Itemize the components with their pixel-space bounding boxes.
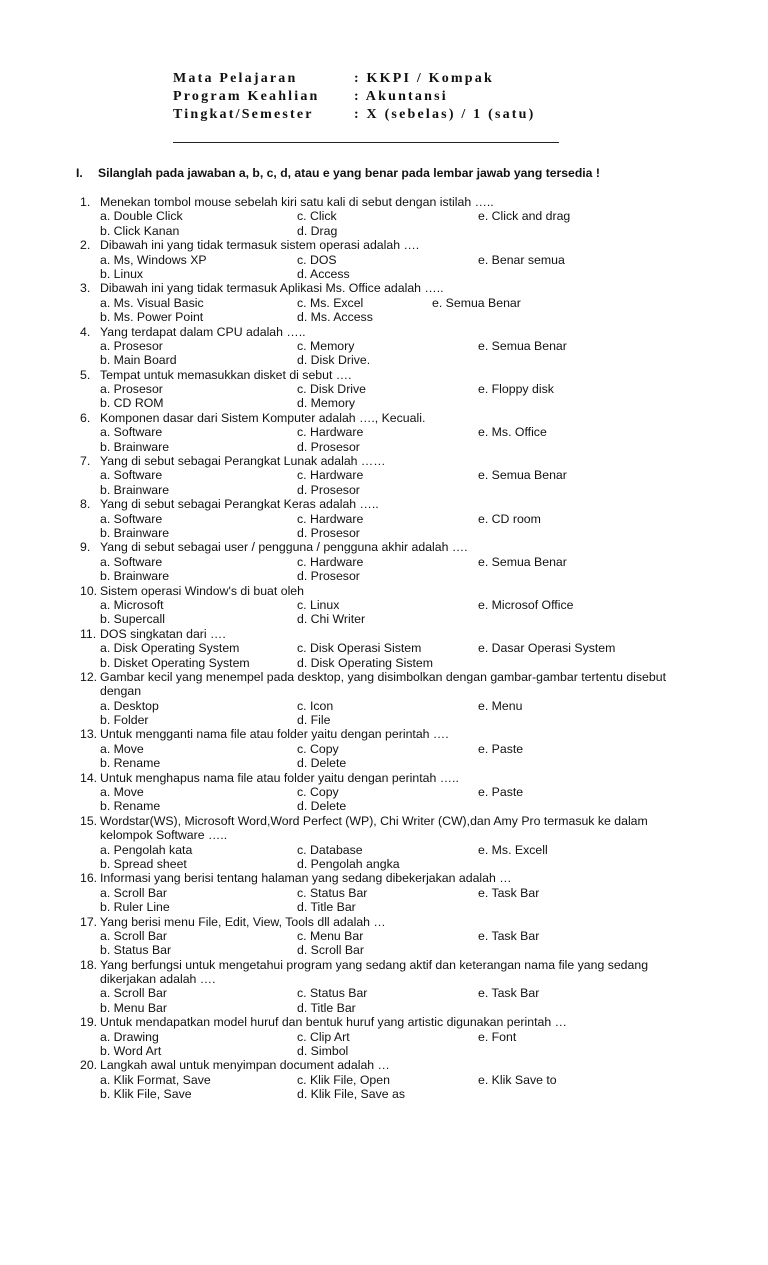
option-row [0, 339, 768, 353]
question-item [0, 627, 768, 670]
question-number: 1. [80, 195, 91, 209]
header-label: Mata Pelajaran [173, 71, 298, 86]
option-d: d. Delete [297, 756, 347, 771]
option-row [0, 742, 768, 756]
option-b: b. Word Art [100, 1044, 162, 1059]
question-number: 18. [80, 957, 98, 972]
option-c: c. DOS [297, 252, 337, 267]
question-line [0, 684, 768, 698]
question-item [0, 771, 768, 814]
option-a: a. Software [100, 468, 163, 483]
question-line [0, 281, 768, 295]
option-e: e. Menu [478, 698, 523, 713]
option-e: e. Ms. Office [478, 425, 547, 440]
option-b: b. Click Kanan [100, 223, 180, 238]
option-c: c. Copy [297, 785, 339, 800]
question-text: Langkah awal untuk menyimpan document adalah … [100, 1058, 390, 1073]
question-item [0, 411, 768, 454]
option-a: a. Scroll Bar [100, 928, 167, 943]
option-row [0, 1087, 768, 1101]
question-text: Yang di sebut sebagai Perangkat Lunak adalah …… [100, 454, 386, 469]
header-label: Tingkat/Semester [173, 107, 314, 122]
option-e: e. Semua Benar [478, 338, 567, 353]
option-a: a. Scroll Bar [100, 885, 167, 900]
option-d: d. Title Bar [297, 900, 356, 915]
question-line [0, 1015, 768, 1029]
option-e: e. Paste [478, 785, 524, 800]
option-e: e. Semua Benar [478, 468, 567, 483]
header-label: Program Keahlian [173, 89, 320, 104]
question-item [0, 497, 768, 540]
option-d: d. Title Bar [297, 1000, 356, 1015]
option-b: b. Linux [100, 266, 144, 281]
option-a: a. Desktop [100, 698, 159, 713]
option-c: c. Menu Bar [297, 928, 364, 943]
option-row [0, 799, 768, 813]
question-number: 11. [80, 626, 97, 641]
question-text: Yang berisi menu File, Edit, View, Tools dll adalah … [100, 914, 386, 929]
option-c: c. Status Bar [297, 986, 368, 1001]
question-number: 12. [80, 669, 98, 684]
option-c: c. Hardware [297, 554, 364, 569]
option-b: b. Brainware [100, 482, 170, 497]
option-c: c. Clip Art [297, 1029, 350, 1044]
question-item [0, 1015, 768, 1058]
option-d: d. Delete [297, 799, 347, 814]
question-item [0, 1058, 768, 1101]
question-line [0, 238, 768, 252]
option-b: b. Folder [100, 713, 149, 728]
option-row [0, 512, 768, 526]
option-row [0, 713, 768, 727]
option-row [0, 224, 768, 238]
question-item [0, 238, 768, 281]
option-a: a. Klik Format, Save [100, 1072, 211, 1087]
question-line [0, 814, 768, 828]
option-e: e. Benar semua [478, 252, 565, 267]
option-a: a. Double Click [100, 209, 183, 224]
option-b: b. Rename [100, 799, 161, 814]
question-line [0, 325, 768, 339]
option-b: b. Spread sheet [100, 856, 187, 871]
option-e: e. Semua Benar [432, 295, 521, 310]
question-line [0, 871, 768, 885]
option-c: c. Click [297, 209, 337, 224]
question-line [0, 454, 768, 468]
option-e: e. Floppy disk [478, 382, 554, 397]
option-b: b. Supercall [100, 612, 165, 627]
option-c: c. Copy [297, 741, 339, 756]
question-text: Yang terdapat dalam CPU adalah ….. [100, 324, 306, 339]
option-row [0, 555, 768, 569]
option-row [0, 569, 768, 583]
header-value: : X (sebelas) / 1 (satu) [354, 107, 536, 122]
option-e: e. Font [478, 1029, 517, 1044]
option-row [0, 253, 768, 267]
question-number: 14. [80, 770, 98, 785]
question-line [0, 670, 768, 684]
option-c: c. Ms. Excel [297, 295, 364, 310]
option-row [0, 425, 768, 439]
option-row [0, 1044, 768, 1058]
question-text: Sistem operasi Window's di buat oleh [100, 583, 304, 598]
question-item [0, 871, 768, 914]
option-row [0, 785, 768, 799]
option-row [0, 296, 768, 310]
question-text: dikerjakan adalah …. [100, 972, 216, 987]
option-d: d. Access [297, 266, 350, 281]
option-d: d. Disk Operating Sistem [297, 655, 433, 670]
option-c: c. Disk Operasi Sistem [297, 641, 422, 656]
question-item [0, 958, 768, 1016]
option-row [0, 267, 768, 281]
question-line [0, 368, 768, 382]
option-row [0, 929, 768, 943]
header-divider [173, 142, 559, 143]
question-text: Komponen dasar dari Sistem Komputer adalah …., Kecuali. [100, 410, 426, 425]
option-row [0, 396, 768, 410]
option-d: d. Drag [297, 223, 338, 238]
option-row [0, 382, 768, 396]
question-text: Yang berfungsi untuk mengetahui program yang sedang aktif dan keterangan nama file yang sedang [100, 957, 649, 972]
option-row [0, 986, 768, 1000]
question-line [0, 411, 768, 425]
question-text: Dibawah ini yang tidak termasuk Aplikasi Ms. Office adalah ….. [100, 281, 444, 296]
option-e: e. Paste [478, 741, 524, 756]
question-item [0, 325, 768, 368]
option-a: a. Microsoft [100, 597, 164, 612]
option-row [0, 612, 768, 626]
option-e: e. Task Bar [478, 928, 540, 943]
option-row [0, 943, 768, 957]
option-d: d. Chi Writer [297, 612, 366, 627]
option-c: c. Hardware [297, 425, 364, 440]
question-number: 8. [80, 497, 91, 512]
option-row [0, 209, 768, 223]
option-b: b. Main Board [100, 353, 177, 368]
option-row [0, 1073, 768, 1087]
question-line [0, 1058, 768, 1072]
option-e: e. Microsof Office [478, 597, 574, 612]
question-line [0, 972, 768, 986]
option-a: a. Ms. Visual Basic [100, 295, 204, 310]
option-row [0, 440, 768, 454]
option-b: b. Rename [100, 756, 161, 771]
option-row [0, 641, 768, 655]
question-number: 3. [80, 281, 91, 296]
question-number: 15. [80, 813, 98, 828]
option-d: d. Pengolah angka [297, 856, 400, 871]
option-row [0, 900, 768, 914]
question-line [0, 828, 768, 842]
question-line [0, 195, 768, 209]
question-item [0, 540, 768, 583]
option-c: c. Hardware [297, 511, 364, 526]
option-d: d. Prosesor [297, 525, 360, 540]
question-item [0, 368, 768, 411]
question-number: 13. [80, 727, 98, 742]
question-number: 20. [80, 1058, 98, 1073]
option-b: b. Ruler Line [100, 900, 170, 915]
option-d: d. Klik File, Save as [297, 1087, 405, 1102]
question-item [0, 195, 768, 238]
option-d: d. Scroll Bar [297, 943, 364, 958]
question-number: 4. [80, 324, 91, 339]
option-row [0, 656, 768, 670]
option-a: a. Software [100, 425, 163, 440]
option-d: d. Disk Drive. [297, 353, 371, 368]
option-row [0, 1030, 768, 1044]
question-number: 5. [80, 367, 91, 382]
option-e: e. Semua Benar [478, 554, 567, 569]
option-b: b. Menu Bar [100, 1000, 167, 1015]
option-a: a. Pengolah kata [100, 842, 193, 857]
option-a: a. Move [100, 785, 144, 800]
question-text: Untuk mendapatkan model huruf dan bentuk huruf yang artistic digunakan perintah … [100, 1015, 567, 1030]
question-text: Yang di sebut sebagai user / pengguna / pengguna akhir adalah …. [100, 540, 468, 555]
option-e: e. CD room [478, 511, 541, 526]
header-value: : KKPI / Kompak [354, 71, 494, 86]
question-line [0, 915, 768, 929]
option-row [0, 886, 768, 900]
option-d: d. Simbol [297, 1044, 349, 1059]
question-text: Wordstar(WS), Microsoft Word,Word Perfect (WP), Chi Writer (CW),dan Amy Pro termasuk ke dalam [100, 813, 648, 828]
question-line [0, 627, 768, 641]
option-row [0, 1001, 768, 1015]
question-number: 16. [80, 871, 98, 886]
question-line [0, 958, 768, 972]
option-a: a. Disk Operating System [100, 641, 240, 656]
option-b: b. Ms. Power Point [100, 310, 204, 325]
option-d: d. Prosesor [297, 569, 360, 584]
option-e: e. Dasar Operasi System [478, 641, 616, 656]
option-b: b. Brainware [100, 525, 170, 540]
option-b: b. Status Bar [100, 943, 172, 958]
question-text: Tempat untuk memasukkan disket di sebut …. [100, 367, 352, 382]
option-c: c. Linux [297, 597, 340, 612]
option-row [0, 468, 768, 482]
option-row [0, 526, 768, 540]
option-row [0, 310, 768, 324]
option-d: d. File [297, 713, 331, 728]
question-line [0, 497, 768, 511]
option-c: c. Database [297, 842, 363, 857]
question-line [0, 540, 768, 554]
option-a: a. Ms, Windows XP [100, 252, 207, 267]
section-number: I. [76, 166, 83, 180]
question-text: Gambar kecil yang menempel pada desktop, yang disimbolkan dengan gambar-gambar tertentu disebut [100, 669, 666, 684]
question-item [0, 727, 768, 770]
option-row [0, 598, 768, 612]
question-text: kelompok Software ….. [100, 828, 228, 843]
question-text: Yang di sebut sebagai Perangkat Keras adalah ….. [100, 497, 379, 512]
option-a: a. Prosesor [100, 382, 163, 397]
option-a: a. Scroll Bar [100, 986, 167, 1001]
option-d: d. Ms. Access [297, 310, 373, 325]
question-text: DOS singkatan dari …. [100, 626, 226, 641]
question-line [0, 727, 768, 741]
question-number: 17. [80, 914, 98, 929]
option-d: d. Memory [297, 396, 356, 411]
question-number: 19. [80, 1015, 98, 1030]
question-text: Untuk menghapus nama file atau folder yaitu dengan perintah ….. [100, 770, 459, 785]
question-text: dengan [100, 684, 142, 699]
option-row [0, 353, 768, 367]
question-item [0, 584, 768, 627]
question-number: 7. [80, 454, 91, 469]
question-number: 10. [80, 583, 98, 598]
option-e: e. Task Bar [478, 986, 540, 1001]
option-b: b. Brainware [100, 439, 170, 454]
option-a: a. Software [100, 554, 163, 569]
option-b: b. CD ROM [100, 396, 164, 411]
option-e: e. Ms. Excell [478, 842, 548, 857]
option-c: c. Hardware [297, 468, 364, 483]
option-b: b. Brainware [100, 569, 170, 584]
option-a: a. Drawing [100, 1029, 159, 1044]
option-row [0, 483, 768, 497]
option-a: a. Software [100, 511, 163, 526]
option-b: b. Klik File, Save [100, 1087, 192, 1102]
option-c: c. Status Bar [297, 885, 368, 900]
option-row [0, 756, 768, 770]
question-text: Dibawah ini yang tidak termasuk sistem operasi adalah …. [100, 238, 420, 253]
question-line [0, 771, 768, 785]
question-item [0, 281, 768, 324]
option-a: a. Prosesor [100, 338, 163, 353]
option-c: c. Memory [297, 338, 355, 353]
question-line [0, 584, 768, 598]
option-c: c. Icon [297, 698, 334, 713]
question-number: 6. [80, 410, 91, 425]
option-c: c. Disk Drive [297, 382, 367, 397]
option-row [0, 843, 768, 857]
option-e: e. Click and drag [478, 209, 571, 224]
question-item [0, 814, 768, 872]
question-number: 9. [80, 540, 91, 555]
option-row [0, 857, 768, 871]
option-c: c. Klik File, Open [297, 1072, 390, 1087]
question-text: Informasi yang berisi tentang halaman yang sedang dibekerjakan adalah … [100, 871, 512, 886]
option-e: e. Task Bar [478, 885, 540, 900]
option-e: e. Klik Save to [478, 1072, 557, 1087]
option-row [0, 699, 768, 713]
option-b: b. Disket Operating System [100, 655, 250, 670]
question-text: Untuk mengganti nama file atau folder yaitu dengan perintah …. [100, 727, 449, 742]
option-d: d. Prosesor [297, 439, 360, 454]
question-item [0, 670, 768, 728]
question-item [0, 915, 768, 958]
header-value: : Akuntansi [354, 89, 448, 104]
question-number: 2. [80, 238, 91, 253]
option-d: d. Prosesor [297, 482, 360, 497]
instruction-text: Silanglah pada jawaban a, b, c, d, atau e yang benar pada lembar jawab yang tersedia ! [98, 166, 600, 180]
question-item [0, 454, 768, 497]
question-text: Menekan tombol mouse sebelah kiri satu kali di sebut dengan istilah ….. [100, 195, 494, 209]
question-list [0, 195, 768, 1102]
option-a: a. Move [100, 741, 144, 756]
